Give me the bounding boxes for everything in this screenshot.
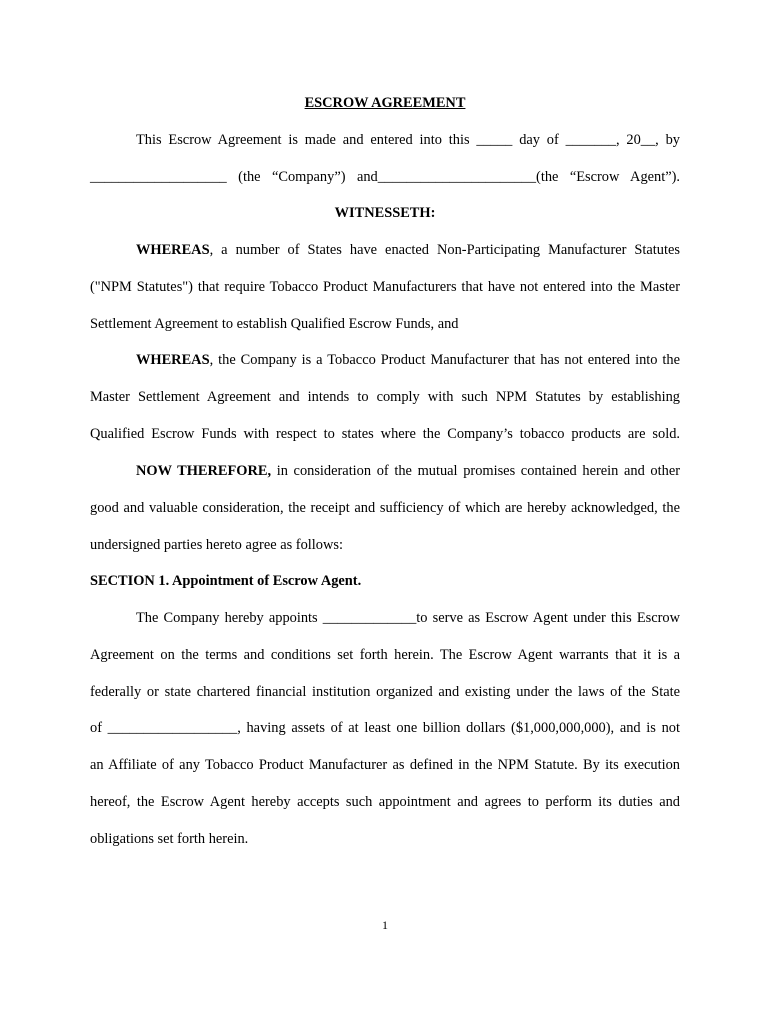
whereas-1-line-2: ("NPM Statutes") that require Tobacco Product Manufacturers that have not entered into the Master	[90, 279, 680, 295]
section-1-line-7: obligations set forth herein.	[90, 831, 249, 847]
section-1-line-6: hereof, the Escrow Agent hereby accepts such appointment and agrees to perform its duties and	[90, 794, 680, 810]
now-therefore-line-1	[136, 462, 680, 480]
whereas-1-line-3: Settlement Agreement to establish Qualified Escrow Funds, and	[90, 316, 459, 332]
now-therefore-line-3: undersigned parties hereto agree as follows:	[90, 537, 343, 553]
whereas-2-line-1	[136, 351, 680, 369]
now-therefore-line-1-text: in consideration of the mutual promises contained herein and other	[271, 463, 680, 479]
intro-line-2: ___________________ (the “Company”) and______________________(the “Escrow Agent”).	[90, 169, 680, 185]
page-number: 1	[382, 918, 388, 932]
section-1-line-3: federally or state chartered financial institution organized and existing under the laws of the State	[90, 684, 680, 700]
whereas-2-line-3: Qualified Escrow Funds with respect to states where the Company’s tobacco products are sold.	[90, 426, 680, 442]
whereas-2-line-2: Master Settlement Agreement and intends to comply with such NPM Statutes by establishing	[90, 389, 680, 405]
section-1-line-2: Agreement on the terms and conditions set forth herein. The Escrow Agent warrants that it is a	[90, 647, 680, 663]
section-1-line-4: of __________________, having assets of at least one billion dollars ($1,000,000,000), and is not	[90, 720, 680, 736]
now-therefore-lead: NOW THEREFORE,	[136, 463, 272, 479]
section-1-line-5: an Affiliate of any Tobacco Product Manufacturer as defined in the NPM Statute. By its execution	[90, 757, 680, 773]
whereas-1-line-1	[136, 241, 680, 259]
witnesseth-heading: WITNESSETH:	[334, 205, 436, 221]
now-therefore-line-2: good and valuable consideration, the receipt and sufficiency of which are hereby acknowledged, the	[90, 500, 680, 516]
whereas-2-lead: WHEREAS	[136, 352, 210, 368]
intro-line-1: This Escrow Agreement is made and entered into this _____ day of _______, 20__, by	[136, 132, 680, 148]
whereas-1-line-1-text: , a number of States have enacted Non-Participating Manufacturer Statutes	[209, 242, 680, 258]
section-1-heading: SECTION 1. Appointment of Escrow Agent.	[90, 573, 362, 589]
whereas-2-line-1-text: , the Company is a Tobacco Product Manufacturer that has not entered into the	[209, 352, 680, 368]
section-1-line-1: The Company hereby appoints _____________to serve as Escrow Agent under this Escrow	[136, 610, 680, 626]
document-title: ESCROW AGREEMENT	[304, 95, 466, 111]
whereas-1-lead: WHEREAS	[136, 242, 210, 258]
